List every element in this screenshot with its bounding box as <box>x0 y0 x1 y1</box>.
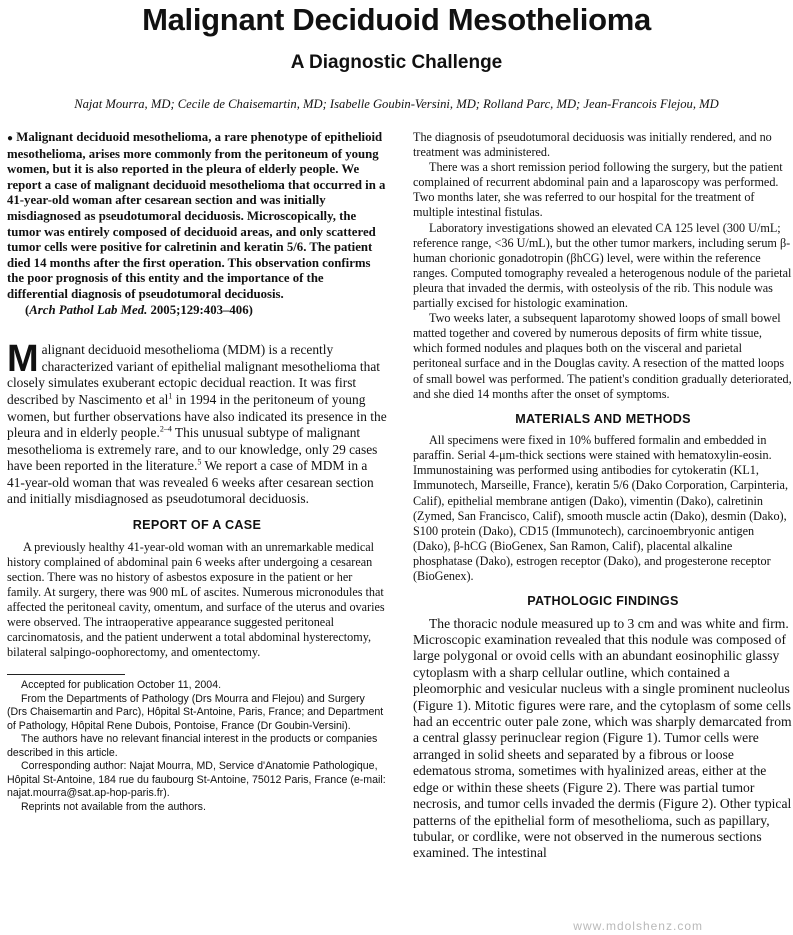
article-subtitle: A Diagnostic Challenge <box>290 52 503 73</box>
case-paragraph-1: The diagnosis of pseudotumoral deciduosis was initially rendered, and no treatment was administered. <box>413 130 772 160</box>
author-list: Najat Mourra, MD; Cecile de Chaisemartin, MD; Isabelle Goubin-Versini, MD; Rolland Parc, MD; Jean-Francois Flejou, MD <box>74 97 719 111</box>
footnote-divider <box>7 674 125 675</box>
footnotes <box>7 679 387 814</box>
methods-heading: MATERIALS AND METHODS <box>515 411 691 426</box>
introduction: Malignant deciduoid mesothelioma (MDM) is a recently characterized variant of epithelial malignant mesothelioma that closely simulates exuberant ectopic decidual reaction. It was first described by Nascimento et $al^1$ in 1994 in the peritoneum of young women, but further observations have also indicated its presence in the pleura and in elderly people.$^{2-4}$ This unusual subtype of malignant mesothelioma is extremely rare, and to our knowledge, only 29 cases have been reported in the literature.$^5$ We report a case of MDM in a 41-year-old woman that was revealed 6 weeks after cesarean section and initially misdiagnosed as pseudotumoral deciduosis. <box>7 338 387 507</box>
findings-paragraph: The thoracic nodule measured up to 3 cm and was white and firm. Microscopic examination revealed that this nodule was composed of large polygonal or ovoid cells with an abundant eosinophilic glassy cytoplasm with a sharp cellular outline, which contained a pleomorphic and vesicular nucleus with a single prominent nucleolus (Figure 1). Mitotic figures were rare, and the cytoplasm of some cells had an eccentric outer pale zone, which was sharply demarcated from a central glassy perinuclear region (Figure 1). Tumor cells were arranged in solid sheets and separated by a fibrous or loose edematous stroma, sometimes with hyalinized areas, either at the edge or within these sheets (Figure 2). There was partial tumor necrosis, and tumor cells invaded the dermis (Figure 2). Other typical patterns of the epithelial form of mesothelioma, such as papillary, tubular, or cordlike, were not observed in the numerous sections examined. The intestinal <box>413 615 792 861</box>
footnote-affiliations: From the Departments of Pathology (Drs Mourra and Flejou) and Surgery (Drs Chaisemartin and Parc), Hôpital St-Antoine, Paris, France; and Department of Pathology, Hôpital Rene Dubois, Pontoise, France (Dr Goubin-Versini). <box>7 692 384 732</box>
case-paragraph-4: Two weeks later, a subsequent laparotomy showed loops of small bowel matted together and covered by numerous deposits of firm white tissue, which formed nodules and plaques both on the visceral and parietal peritoneal surface and in the Douglas cavity. A resection of the matted loops of small bowel was performed. The patient's condition gradually deteriorated, and she died 14 months after the onset of symptoms. <box>413 311 792 401</box>
report-paragraph: A previously healthy 41-year-old woman with an unremarkable medical history complained of abdominal pain 6 weeks after undergoing a cesarean section. There was no history of asbestos exposure in the patient or her family. At surgery, there was 900 mL of ascites. Numerous micronodules that affected the peritoneal cavity, omentum, and surface of the uterus and ovaries were observed. The intraoperative appearance suggested peritoneal carcinomatosis, and the patient underwent a total abdominal hysterectomy, bilateral salpingo-oophorectomy, and omentectomy. <box>7 539 385 660</box>
bullet-icon: ● <box>7 133 14 144</box>
reference-2-4: 2–4 <box>159 424 172 434</box>
abstract-text: Malignant deciduoid mesothelioma, a rare phenotype of epithelioid mesothelioma, arises more commonly from the peritoneum of young women, but it is also reported in the pleura of elderly people. We report a case of malignant deciduoid mesothelioma that occurred in a 41-year-old woman after cesarean section and was initially misdiagnosed as pseudotumoral deciduosis. Microscopically, the tumor was entirely composed of deciduoid areas, and only scattered tumor cells were positive for calretinin and keratin 5/6. The patient died 14 months after the first operation. This observation confirms the poor prognosis of this entity and the importance of the differential diagnosis of pseudotumoral deciduosis. <box>7 130 386 301</box>
reference-5: 5 <box>197 457 202 467</box>
right-column <box>413 130 793 862</box>
drop-cap: M <box>7 338 39 381</box>
footnote-corresponding: Corresponding author: Najat Mourra, MD, Service d'Anatomie Pathologique, Hôpital St-Antoine, 184 rue du faubourg St-Antoine, 75012 Paris, France (e-mail: najat.mourra@sat.ap-hop-paris.fr). <box>7 760 386 800</box>
report-heading: REPORT OF A CASE <box>132 518 262 533</box>
article-title: Malignant Deciduoid Mesothelioma <box>142 2 651 37</box>
footnote-disclosure: The authors have no relevant financial interest in the products or companies described in this article. <box>7 733 378 759</box>
citation: (Arch Pathol Lab Med. 2005;129:403–406) <box>25 302 253 317</box>
left-column <box>7 130 387 814</box>
watermark: www.mdolshenz.com <box>573 919 703 933</box>
methods-paragraph: All specimens were fixed in 10% buffered formalin and embedded in paraffin. Serial 4-μm-thick sections were stained with hematoxylin-eosin. Immunostaining was performed using antibodies for cytokeratin (KL1, Immunotech, Marseille, France), keratin 5/6 (Dako Corporation, Carpinteria, Calif), epithelial membrane antigen (Dako), vimentin (Dako), calretinin (Zymed, San Francisco, Calif), smooth muscle actin (Dako), desmin (Dako), S100 protein (Dako), CD15 (Immunotech), carcinoembryonic antigen (Dako), β-hCG (BioGenex, San Ramon, Calif), placental alkaline phosphatase (Dako), estrogen receptor (Dako), and progesterone receptor (BioGenex). <box>413 433 788 584</box>
abstract <box>7 130 387 303</box>
citation-details: 2005;129:403–406) <box>147 302 253 317</box>
case-paragraph-2: There was a short remission period following the surgery, but the patient complained of recurrent abdominal pain and a laparoscopy was performed. Two months later, she was referred to our hospital for the treatment of multiple intestinal fistulas. <box>413 160 783 220</box>
footnote-reprints: Reprints not available from the authors. <box>21 800 206 813</box>
case-paragraph-3: Laboratory investigations showed an elevated CA 125 level (300 U/mL; reference range, <36 U/mL), but the other tumor markers, including serum β-human chorionic gonadotropin (βhCG) level, were within the reference ranges. Computed tomography revealed a heterogenous nodule of the parietal pleura that invaded the dermis, with osteolysis of the rib. This nodule was partially excised for histologic examination. <box>413 220 792 311</box>
citation-journal: Arch Pathol Lab Med. <box>29 302 148 317</box>
footnote-accepted: Accepted for publication October 11, 2004. <box>21 679 222 692</box>
reference-1: 1 <box>168 391 173 401</box>
findings-heading: PATHOLOGIC FINDINGS <box>527 594 679 609</box>
